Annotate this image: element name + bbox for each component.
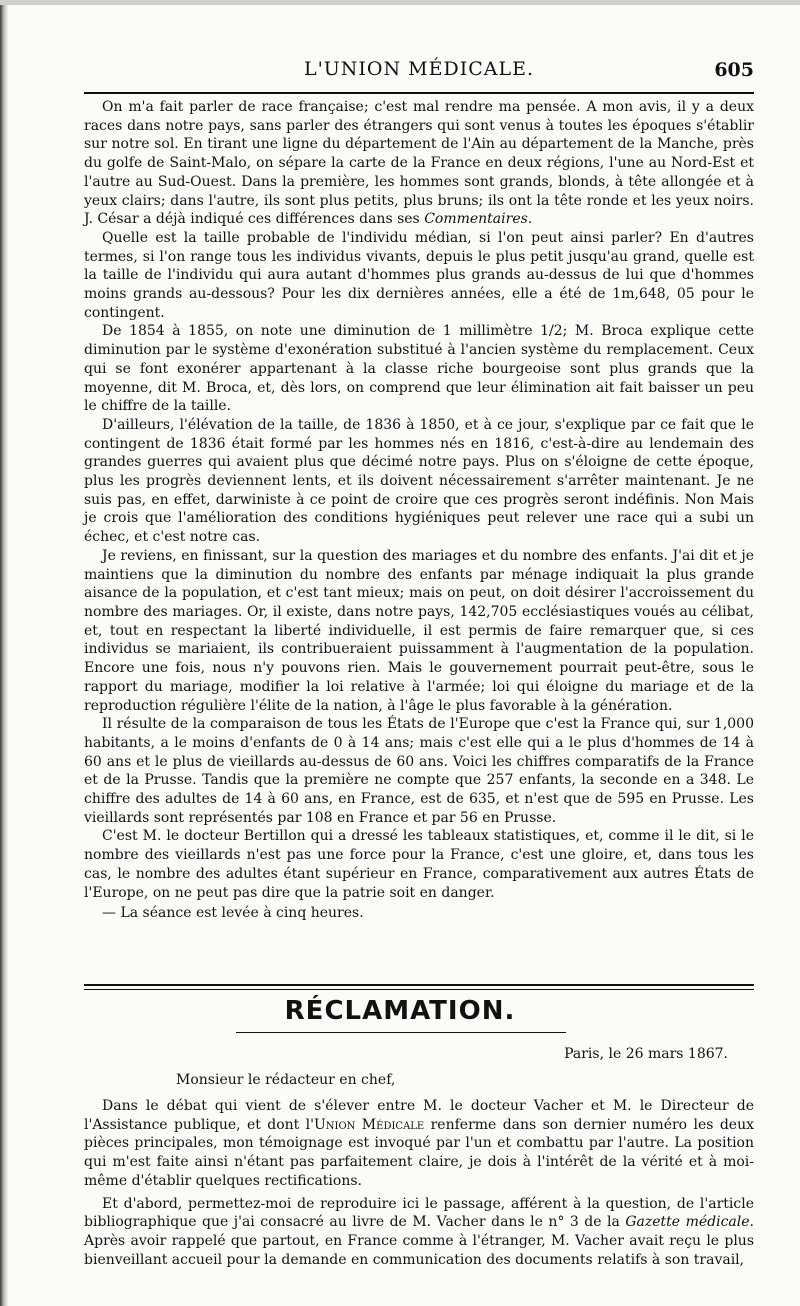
letter-salutation: Monsieur le rédacteur en chef, [176,1072,396,1088]
italic-journal-name: Gazette médicale [625,1214,750,1231]
section-title-underline [236,1032,566,1033]
paragraph: De 1854 à 1855, on note une diminution de 1 millimètre 1/2; M. Broca explique cette diminution par le système d'exonération substitué à l'ancien système du remplacement. Ceux qui se font exonérer appartenant à la classe riche bourgeoise sont plus grands que la moyenne, dit M. Broca, et, dès lors, on comprend que leur élimination ait fait baisser un peu le chiffre de la taille. [84,323,754,415]
paragraph: Quelle est la taille probable de l'individu médian, si l'on peut ainsi parler? En d'autres termes, si l'on range tous les individus vivants, depuis le plus petit jusqu'au grand, quelle est la taille de l'individu qui aura autant d'hommes plus grands au-dessus de lui que d'hommes moins grands au-dessous? Pour les dix dernières années, elle a été de 1m,648, 05 pour le contingent. [84,229,754,321]
section-divider-thin [84,989,754,990]
letter-dateline: Paris, le 26 mars 1867. [564,1046,728,1062]
article-body [84,98,754,923]
section-divider-thick [84,984,754,986]
header-rule [84,92,754,94]
section-title: RÉCLAMATION. [284,996,516,1026]
page-number: 605 [714,59,754,81]
page-header [84,58,754,86]
scan-binding-shadow [0,0,8,1306]
paragraph: Il résulte de la comparaison de tous les États de l'Europe que c'est la France qui, sur 1,000 habitants, a le moins d'enfants de 0 à 14 ans; mais c'est elle qui a le plus d'hommes de 14 à 60 ans et le plus de vieillards au-dessus de 60 ans. Voici les chiffres comparatifs de la France et de la Prusse. Tandis que la première ne compte que 257 enfants, la seconde en a 348. Le chiffre des adultes de 14 à 60 ans, en France, est de 635, et n'est que de 595 en Prusse. Les vieillards sont représentés par 108 en France et par 56 en Prusse. [84,716,754,826]
italic-title: Commentaires [424,211,528,228]
paragraph: D'ailleurs, l'élévation de la taille, de 1836 à 1850, et à ce jour, s'explique par ce fait que le contingent de 1836 était formé par les hommes nés en 1816, c'est-à-dire au lendemain des grandes guerres qui avaient plus que décimé notre pays. Plus on s'éloigne de cette époque, plus les progrès deviennent lents, et ils doivent nécessairement s'arrêter maintenant. Je ne suis pas, en effet, darwiniste à ce point de croire que ces progrès seront indéfinis. Non Mais je crois que l'amélioration des conditions hygiéniques peut relever une race qui a subi un échec, et c'est notre cas. [84,416,754,546]
paragraph: Je reviens, en finissant, sur la question des mariages et du nombre des enfants. J'ai dit et je maintiens que la diminution du nombre des enfants par ménage indiquait la plus grande aisance de la population, et c'est tant mieux; mais on peut, on doit désirer l'accroissement du nombre des mariages. Or, il existe, dans notre pays, 142,705 ecclésiastiques voués au célibat, et, tout en respectant la liberté individuelle, il est permis de faire remarquer que, si ces individus se mariaient, ils contribueraient puissamment à l'augmentation de la population. Encore une fois, nous n'y pouvons rien. Mais le gouvernement pourrait peut-être, sous le rapport du mariage, modifier la loi relative à l'armée; loi qui éloigne du mariage et de la reproduction régulière l'élite de la nation, à l'âge le plus favorable à la génération. [84,547,754,714]
letter-body [84,1097,754,1269]
paragraph: On m'a fait parler de race française; c'est mal rendre ma pensée. A mon avis, il y a deux races dans notre pays, sans parler des étrangers qui sont venus à toutes les époques s'établir sur notre sol. En tirant une ligne du département de l'Ain au département de la Manche, près du golfe de Saint-Malo, on sépare la carte de la France en deux régions, l'une au Nord-Est et l'autre au Sud-Ouest. Dans la première, les hommes sont grands, blonds, à tête allongée et à yeux clairs; dans l'autre, ils sont plus petits, plus bruns; ils ont la tête ronde et les yeux noirs. J. César a déjà indiqué ces différences dans ses Commentaires. [84,99,754,228]
paragraph: Dans le débat qui vient de s'élever entre M. le docteur Vacher et M. le Directeur de l'Assistance publique, et dont l'Union Médicale renferme dans son dernier numéro les deux pièces principales, mon témoignage est invoqué par l'un et combattu par l'autre. La position qui m'est faite ainsi n'étant pas parfaitement claire, je dois à l'intérêt de la vérité et à moi-même d'établir quelques rectifications. [84,1098,754,1189]
scan-top-edge [0,0,800,5]
paragraph: Et d'abord, permettez-moi de reproduire ici le passage, afférent à la question, de l'article bibliographique que j'ai consacré au livre de M. Vacher dans le n° 3 de la Gazette médicale. Après avoir rappelé que partout, en France comme à l'étranger, M. Vacher avait reçu le plus bienveillant accueil pour la demande en communication des documents relatifs à son travail, [84,1195,754,1268]
session-closing-line: — La séance est levée à cinq heures. [102,905,364,922]
paragraph: C'est M. le docteur Bertillon qui a dressé les tableaux statistiques, et, comme il le dit, si le nombre des vieillards n'est pas une force pour la France, c'est une gloire, et, dans tous les cas, le nombre des adultes étant supérieur en France, comparativement aux autres États de l'Europe, on ne peut pas dire que la patrie soit en danger. [84,828,754,901]
journal-name: Union Médicale [313,1116,425,1133]
running-title: L'UNION MÉDICALE. [303,58,535,80]
